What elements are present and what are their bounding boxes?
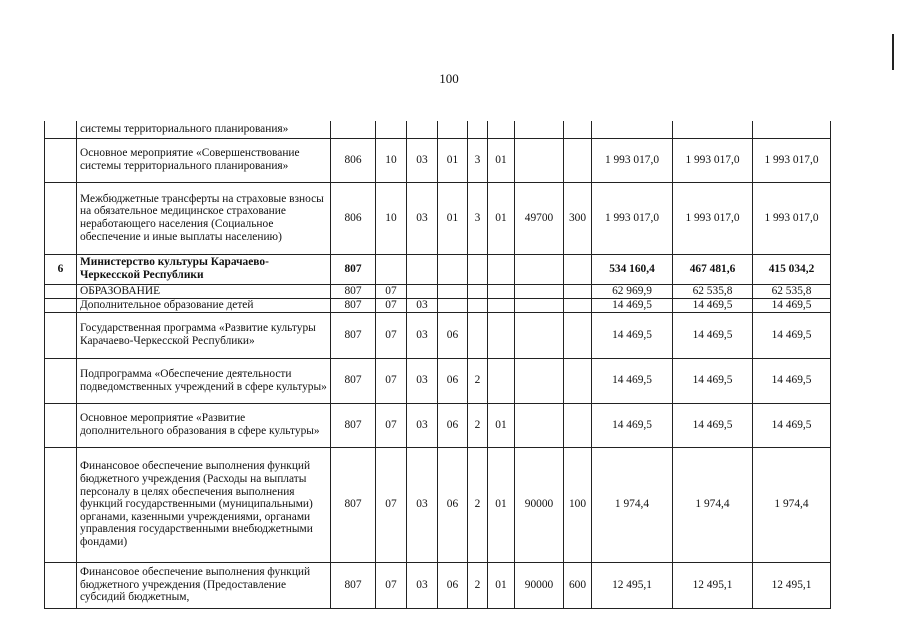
amount-year-2-cell [673, 121, 753, 138]
page-number: 100 [439, 71, 459, 86]
direction-code-cell [515, 254, 564, 284]
amount-year-3-cell: 14 469,5 [753, 403, 831, 447]
amount-year-3-cell: 1 993 017,0 [753, 182, 831, 254]
row-number-cell [45, 403, 77, 447]
subprogram-code-cell [468, 254, 488, 284]
amount-year-1-cell: 1 993 017,0 [592, 138, 673, 182]
program-code-cell: 01 [438, 138, 468, 182]
amount-year-1-cell [592, 121, 673, 138]
program-code-cell: 06 [438, 447, 468, 562]
ministry-code-cell: 807 [331, 358, 376, 403]
table-row [45, 121, 831, 138]
row-number-cell [45, 358, 77, 403]
budget-table [44, 121, 831, 609]
measure-code-cell [488, 254, 515, 284]
amount-year-1-cell: 12 495,1 [592, 562, 673, 608]
section-code-cell: 07 [376, 298, 407, 312]
ministry-code-cell: 807 [331, 447, 376, 562]
amount-year-3-cell: 12 495,1 [753, 562, 831, 608]
table-row [45, 358, 831, 403]
expense-type-cell [564, 298, 592, 312]
row-number-cell [45, 298, 77, 312]
subprogram-code-cell [468, 121, 488, 138]
row-number-cell [45, 182, 77, 254]
measure-code-cell [488, 298, 515, 312]
ministry-code-cell: 806 [331, 138, 376, 182]
subsection-code-cell: 03 [407, 403, 438, 447]
program-code-cell: 01 [438, 182, 468, 254]
amount-year-1-cell: 62 969,9 [592, 284, 673, 298]
amount-year-1-cell: 14 469,5 [592, 403, 673, 447]
row-name-cell: Основное мероприятие «Развитие дополнительного образования в сфере культуры» [77, 403, 331, 447]
subsection-code-cell: 03 [407, 358, 438, 403]
amount-year-3-cell: 1 993 017,0 [753, 138, 831, 182]
subprogram-code-cell: 3 [468, 138, 488, 182]
table-row [45, 138, 831, 182]
table-row [45, 298, 831, 312]
section-code-cell: 07 [376, 284, 407, 298]
row-name-cell: Финансовое обеспечение выполнения функций бюджетного учреждения (Расходы на выплаты персоналу в целях обеспечения выполнения функций государственными (муниципальными) органами, казенными учреждениями, органами управления государственными внебюджетными фондами) [77, 447, 331, 562]
amount-year-3-cell: 14 469,5 [753, 312, 831, 358]
program-code-cell: 06 [438, 562, 468, 608]
program-code-cell [438, 254, 468, 284]
ministry-code-cell: 806 [331, 182, 376, 254]
direction-code-cell [515, 284, 564, 298]
table-row [45, 447, 831, 562]
row-name-cell: Дополнительное образование детей [77, 298, 331, 312]
section-code-cell: 07 [376, 312, 407, 358]
row-number-cell [45, 284, 77, 298]
measure-code-cell [488, 121, 515, 138]
amount-year-3-cell: 62 535,8 [753, 284, 831, 298]
amount-year-3-cell: 14 469,5 [753, 358, 831, 403]
expense-type-cell [564, 358, 592, 403]
ministry-code-cell: 807 [331, 562, 376, 608]
amount-year-1-cell: 1 974,4 [592, 447, 673, 562]
table-row [45, 562, 831, 608]
row-number-cell [45, 562, 77, 608]
expense-type-cell [564, 121, 592, 138]
subsection-code-cell [407, 254, 438, 284]
expense-type-cell [564, 284, 592, 298]
expense-type-cell [564, 138, 592, 182]
subprogram-code-cell [468, 284, 488, 298]
table-row [45, 403, 831, 447]
amount-year-2-cell: 14 469,5 [673, 312, 753, 358]
amount-year-2-cell: 14 469,5 [673, 298, 753, 312]
direction-code-cell [515, 403, 564, 447]
subprogram-code-cell: 2 [468, 358, 488, 403]
measure-code-cell [488, 358, 515, 403]
direction-code-cell [515, 312, 564, 358]
row-name-cell: Министерство культуры Карачаево-Черкесской Республики [77, 254, 331, 284]
program-code-cell: 06 [438, 358, 468, 403]
amount-year-3-cell [753, 121, 831, 138]
subprogram-code-cell [468, 298, 488, 312]
subsection-code-cell: 03 [407, 562, 438, 608]
table-row [45, 312, 831, 358]
section-code-cell: 10 [376, 138, 407, 182]
section-code-cell: 07 [376, 562, 407, 608]
ministry-code-cell: 807 [331, 298, 376, 312]
section-code-cell: 10 [376, 182, 407, 254]
measure-code-cell [488, 312, 515, 358]
expense-type-cell: 300 [564, 182, 592, 254]
table-row [45, 182, 831, 254]
direction-code-cell: 90000 [515, 447, 564, 562]
measure-code-cell: 01 [488, 562, 515, 608]
row-number-cell [45, 447, 77, 562]
program-code-cell [438, 298, 468, 312]
row-name-cell: Подпрограмма «Обеспечение деятельности подведомственных учреждений в сфере культуры» [77, 358, 331, 403]
program-code-cell: 06 [438, 312, 468, 358]
ministry-code-cell: 807 [331, 254, 376, 284]
row-name-cell: системы территориального планирования» [77, 121, 331, 138]
section-code-cell: 07 [376, 447, 407, 562]
section-code-cell: 07 [376, 403, 407, 447]
amount-year-2-cell: 14 469,5 [673, 403, 753, 447]
measure-code-cell: 01 [488, 182, 515, 254]
measure-code-cell: 01 [488, 447, 515, 562]
expense-type-cell [564, 254, 592, 284]
program-code-cell: 06 [438, 403, 468, 447]
budget-table-body [45, 121, 831, 608]
subprogram-code-cell: 2 [468, 562, 488, 608]
measure-code-cell: 01 [488, 403, 515, 447]
row-number-cell [45, 138, 77, 182]
direction-code-cell: 90000 [515, 562, 564, 608]
row-number-cell: 6 [45, 254, 77, 284]
ministry-code-cell: 807 [331, 312, 376, 358]
amount-year-3-cell: 14 469,5 [753, 298, 831, 312]
table-row [45, 284, 831, 298]
amount-year-3-cell: 415 034,2 [753, 254, 831, 284]
direction-code-cell [515, 138, 564, 182]
amount-year-2-cell: 1 993 017,0 [673, 182, 753, 254]
program-code-cell [438, 121, 468, 138]
amount-year-2-cell: 1 974,4 [673, 447, 753, 562]
amount-year-2-cell: 12 495,1 [673, 562, 753, 608]
ministry-code-cell [331, 121, 376, 138]
expense-type-cell: 100 [564, 447, 592, 562]
ministry-code-cell: 807 [331, 284, 376, 298]
row-name-cell: ОБРАЗОВАНИЕ [77, 284, 331, 298]
table-row [45, 254, 831, 284]
amount-year-1-cell: 14 469,5 [592, 358, 673, 403]
row-name-cell: Финансовое обеспечение выполнения функций бюджетного учреждения (Предоставление субсидий бюджетным, [77, 562, 331, 608]
row-name-cell: Межбюджетные трансферты на страховые взносы на обязательное медицинское страхование неработающего населения (Социальное обеспечение и иные выплаты населению) [77, 182, 331, 254]
subprogram-code-cell [468, 312, 488, 358]
row-number-cell [45, 312, 77, 358]
direction-code-cell [515, 121, 564, 138]
expense-type-cell: 600 [564, 562, 592, 608]
expense-type-cell [564, 403, 592, 447]
amount-year-1-cell: 534 160,4 [592, 254, 673, 284]
section-code-cell [376, 121, 407, 138]
amount-year-3-cell: 1 974,4 [753, 447, 831, 562]
amount-year-1-cell: 14 469,5 [592, 312, 673, 358]
amount-year-1-cell: 1 993 017,0 [592, 182, 673, 254]
subsection-code-cell: 03 [407, 312, 438, 358]
amount-year-2-cell: 1 993 017,0 [673, 138, 753, 182]
row-number-cell [45, 121, 77, 138]
expense-type-cell [564, 312, 592, 358]
subprogram-code-cell: 2 [468, 403, 488, 447]
section-code-cell [376, 254, 407, 284]
subsection-code-cell: 03 [407, 182, 438, 254]
scan-edge-mark [892, 34, 894, 70]
amount-year-2-cell: 467 481,6 [673, 254, 753, 284]
amount-year-1-cell: 14 469,5 [592, 298, 673, 312]
subprogram-code-cell: 2 [468, 447, 488, 562]
section-code-cell: 07 [376, 358, 407, 403]
subsection-code-cell: 03 [407, 138, 438, 182]
row-name-cell: Государственная программа «Развитие культуры Карачаево-Черкесской Республики» [77, 312, 331, 358]
subsection-code-cell [407, 284, 438, 298]
program-code-cell [438, 284, 468, 298]
row-name-cell: Основное мероприятие «Совершенствование системы территориального планирования» [77, 138, 331, 182]
amount-year-2-cell: 14 469,5 [673, 358, 753, 403]
subprogram-code-cell: 3 [468, 182, 488, 254]
direction-code-cell: 49700 [515, 182, 564, 254]
direction-code-cell [515, 298, 564, 312]
measure-code-cell [488, 284, 515, 298]
subsection-code-cell: 03 [407, 447, 438, 562]
direction-code-cell [515, 358, 564, 403]
ministry-code-cell: 807 [331, 403, 376, 447]
subsection-code-cell: 03 [407, 298, 438, 312]
amount-year-2-cell: 62 535,8 [673, 284, 753, 298]
subsection-code-cell [407, 121, 438, 138]
measure-code-cell: 01 [488, 138, 515, 182]
